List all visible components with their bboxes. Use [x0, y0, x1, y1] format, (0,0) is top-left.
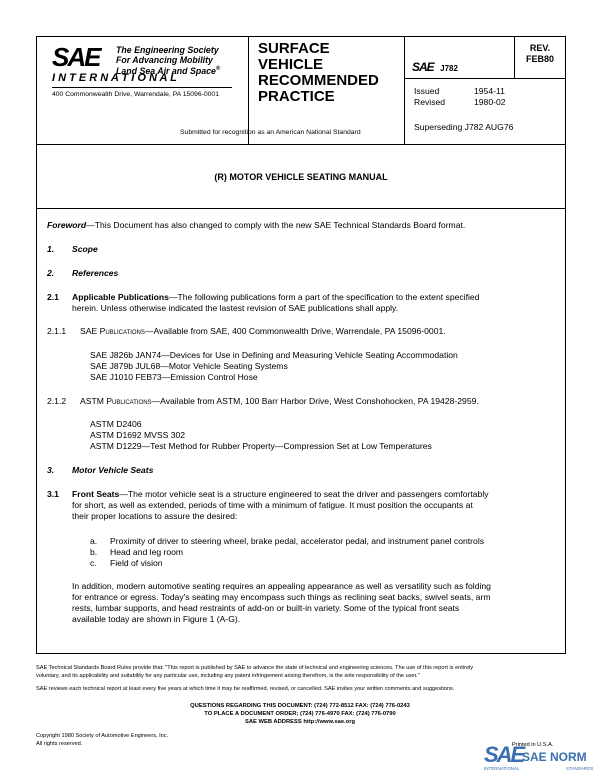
doc-type-line-2: VEHICLE: [258, 56, 324, 73]
revised-label: Revised: [414, 97, 446, 107]
astm-pub-item: ASTM D1229—Test Method for Rubber Property—Compression Set at Low Temperatures: [90, 441, 432, 451]
astm-publications-label: ASTM Publications: [80, 396, 152, 406]
header-divider-1: [248, 36, 249, 144]
contact-order: TO PLACE A DOCUMENT ORDER; (724) 776-4970 FAX: (724) 776-0790: [204, 711, 396, 717]
standard-number: J782: [440, 64, 458, 73]
list-item-letter: b.: [90, 547, 98, 557]
org-address: 400 Commonwealth Drive, Warrendale, PA 15096-0001: [52, 91, 219, 98]
requirements-list: [90, 536, 484, 569]
closing-paragraph: [72, 581, 491, 625]
sae-norm-stamp: [484, 744, 596, 774]
doc-type-line-1: SURFACE: [258, 40, 330, 57]
norm-label: SAE NORM: [522, 750, 587, 764]
registered-mark: ®: [215, 66, 221, 72]
list-item-text: Proximity of driver to steering wheel, brake pedal, accelerator pedal, and instrument panel controls: [110, 536, 485, 546]
astm-publications-list: [90, 419, 432, 452]
foreword-dash: —: [86, 220, 95, 230]
rev-value: FEB80: [525, 54, 554, 64]
document-title: (R) MOTOR VEHICLE SEATING MANUAL: [214, 172, 388, 182]
closing-line: In addition, modern automotive seating requires an appealing appearance as well as versatility such as folding: [72, 581, 491, 591]
section-1-title: Scope: [72, 244, 98, 254]
list-item: [90, 558, 484, 569]
section-2-1-number: 2.1: [47, 292, 59, 302]
sae-pub-item: SAE J1010 FEB73—Emission Control Hose: [90, 372, 258, 382]
review-note: SAE reviews each technical report at least every five years at which time it may be reaffirmed, revised, or cancelled. SAE invites your written comments and suggestions.: [36, 686, 455, 692]
sae-pub-item: SAE J879b JUL68—Motor Vehicle Seating Systems: [90, 361, 288, 371]
contact-questions: QUESTIONS REGARDING THIS DOCUMENT: (724) 772-8512 FAX: (724) 776-0243: [190, 703, 410, 709]
title-bottom-rule: [36, 208, 566, 209]
list-item-text: Head and leg room: [110, 547, 184, 557]
tsb-rules-line-2: voluntary, and its applicability and suitability for any particular use, including any patent infringement arising therefrom, is the sole responsibility of the user.": [36, 673, 420, 679]
contact-web: SAE WEB ADDRESS http://www.sae.org: [244, 719, 356, 725]
section-2-1-line-1: —The following publications form a part of the specification to the extent specified: [168, 292, 480, 302]
section-3-number: 3.: [47, 465, 55, 475]
logo-underline: [52, 87, 232, 88]
issued-value: 1954-11: [474, 86, 505, 96]
doc-type: [258, 41, 379, 105]
header-divider-2: [404, 36, 405, 144]
superseding: Superseding J782 AUG76: [414, 122, 514, 132]
norm-sub-international: INTERNATIONAL: [484, 766, 520, 771]
list-item-text: Field of vision: [110, 558, 163, 568]
list-item-letter: a.: [90, 536, 98, 546]
contact-block: [0, 702, 600, 726]
org-line-3-text: Land Sea Air and Space: [116, 65, 216, 76]
section-2-1-2-para: [80, 396, 479, 407]
section-2-number: 2.: [47, 268, 55, 278]
section-2-1-1-number: 2.1.1: [47, 326, 67, 336]
closing-line: available today are shown in Figure 1 (A-G).: [72, 614, 241, 624]
revised-value: 1980-02: [474, 97, 506, 107]
sae-publications-text: —Available from SAE, 400 Commonwealth Drive, Warrendale, PA 15096-0001.: [144, 326, 446, 336]
recognition-note: Submitted for recognition as an American National Standard: [180, 129, 361, 136]
tsb-rules: [36, 664, 473, 680]
sae-publications-label: SAE Publications: [80, 326, 145, 336]
rev-label: REV.: [529, 43, 551, 53]
section-3-title: Motor Vehicle Seats: [72, 465, 154, 475]
section-2-1-title: Applicable Publications: [72, 292, 169, 302]
list-item: [90, 536, 484, 547]
closing-line: for entrance or egress. Today's seating may encompass such things as reclining seat backs, swivel seats, arm: [72, 592, 491, 602]
closing-line: rests, lumbar supports, and head restraints of add-on or built-in variety. Some of the typical front seats: [72, 603, 460, 613]
foreword-text: This Document has also changed to comply with the new SAE Technical Standards Board format.: [94, 220, 466, 230]
section-3-1-line: —The motor vehicle seat is a structure engineered to seat the driver and passengers comfortably: [119, 489, 489, 499]
standard-logo: SAE: [412, 60, 434, 74]
norm-sub-standards: STANDARDS: [566, 766, 594, 771]
header-bottom-rule: [36, 144, 566, 145]
doc-type-line-4: PRACTICE: [258, 88, 335, 105]
copyright-block: [36, 732, 168, 748]
section-3-1-line: their proper locations to assure the desired:: [72, 511, 238, 521]
section-2-title: References: [72, 268, 119, 278]
list-item: [90, 547, 484, 558]
issue-dates: [414, 86, 506, 108]
printed-in: Printed in U.S.A.: [512, 742, 554, 748]
section-3-1-title: Front Seats: [72, 489, 120, 499]
astm-pub-item: ASTM D2406: [90, 419, 142, 429]
issued-label: Issued: [414, 86, 440, 96]
sae-logo: SAE: [52, 42, 100, 72]
sae-pub-item: SAE J826b JAN74—Devices for Use in Defining and Measuring Vehicle Seating Accommodation: [90, 350, 458, 360]
foreword: [47, 220, 562, 231]
section-3-1-number: 3.1: [47, 489, 59, 499]
section-3-1-line: for short, as well as extended, periods of time with a minimum of fatigue. It must position the occupants at: [72, 500, 473, 510]
section-2-1-1-para: [80, 326, 446, 337]
rights-line: All rights reserved.: [36, 741, 83, 747]
doc-type-line-3: RECOMMENDED: [258, 72, 379, 89]
astm-publications-text: —Available from ASTM, 100 Barr Harbor Drive, West Conshohocken, PA 19428-2959.: [151, 396, 479, 406]
section-2-1-para: [72, 292, 479, 314]
norm-sae-logo: SAE: [484, 742, 524, 767]
rev-block: [514, 43, 566, 65]
section-2-1-2-number: 2.1.2: [47, 396, 67, 406]
org-line-1: The Engineering Society: [116, 45, 219, 55]
copyright-line: Copyright 1980 Society of Automotive Engineers, Inc.: [36, 733, 169, 739]
list-item-letter: c.: [90, 558, 97, 568]
section-3-1-para: [72, 489, 489, 522]
section-2-1-line-2: herein. Unless otherwise indicated the lastest revision of SAE publications shall apply.: [72, 303, 399, 313]
international-label: I N T E R N A T I O N A L: [52, 72, 177, 84]
section-1-number: 1.: [47, 244, 55, 254]
astm-pub-item: ASTM D1692 MVSS 302: [90, 430, 186, 440]
foreword-label: Foreword: [47, 220, 87, 230]
standard-id: [412, 54, 458, 80]
sae-publications-list: [90, 350, 458, 383]
tsb-rules-line-1: SAE Technical Standards Board Rules provide that: "This report is published by SAE to advance the state of technical and engineering sciences. The use of this report is entirely: [36, 665, 474, 671]
org-line-2: For Advancing Mobility: [116, 54, 213, 65]
